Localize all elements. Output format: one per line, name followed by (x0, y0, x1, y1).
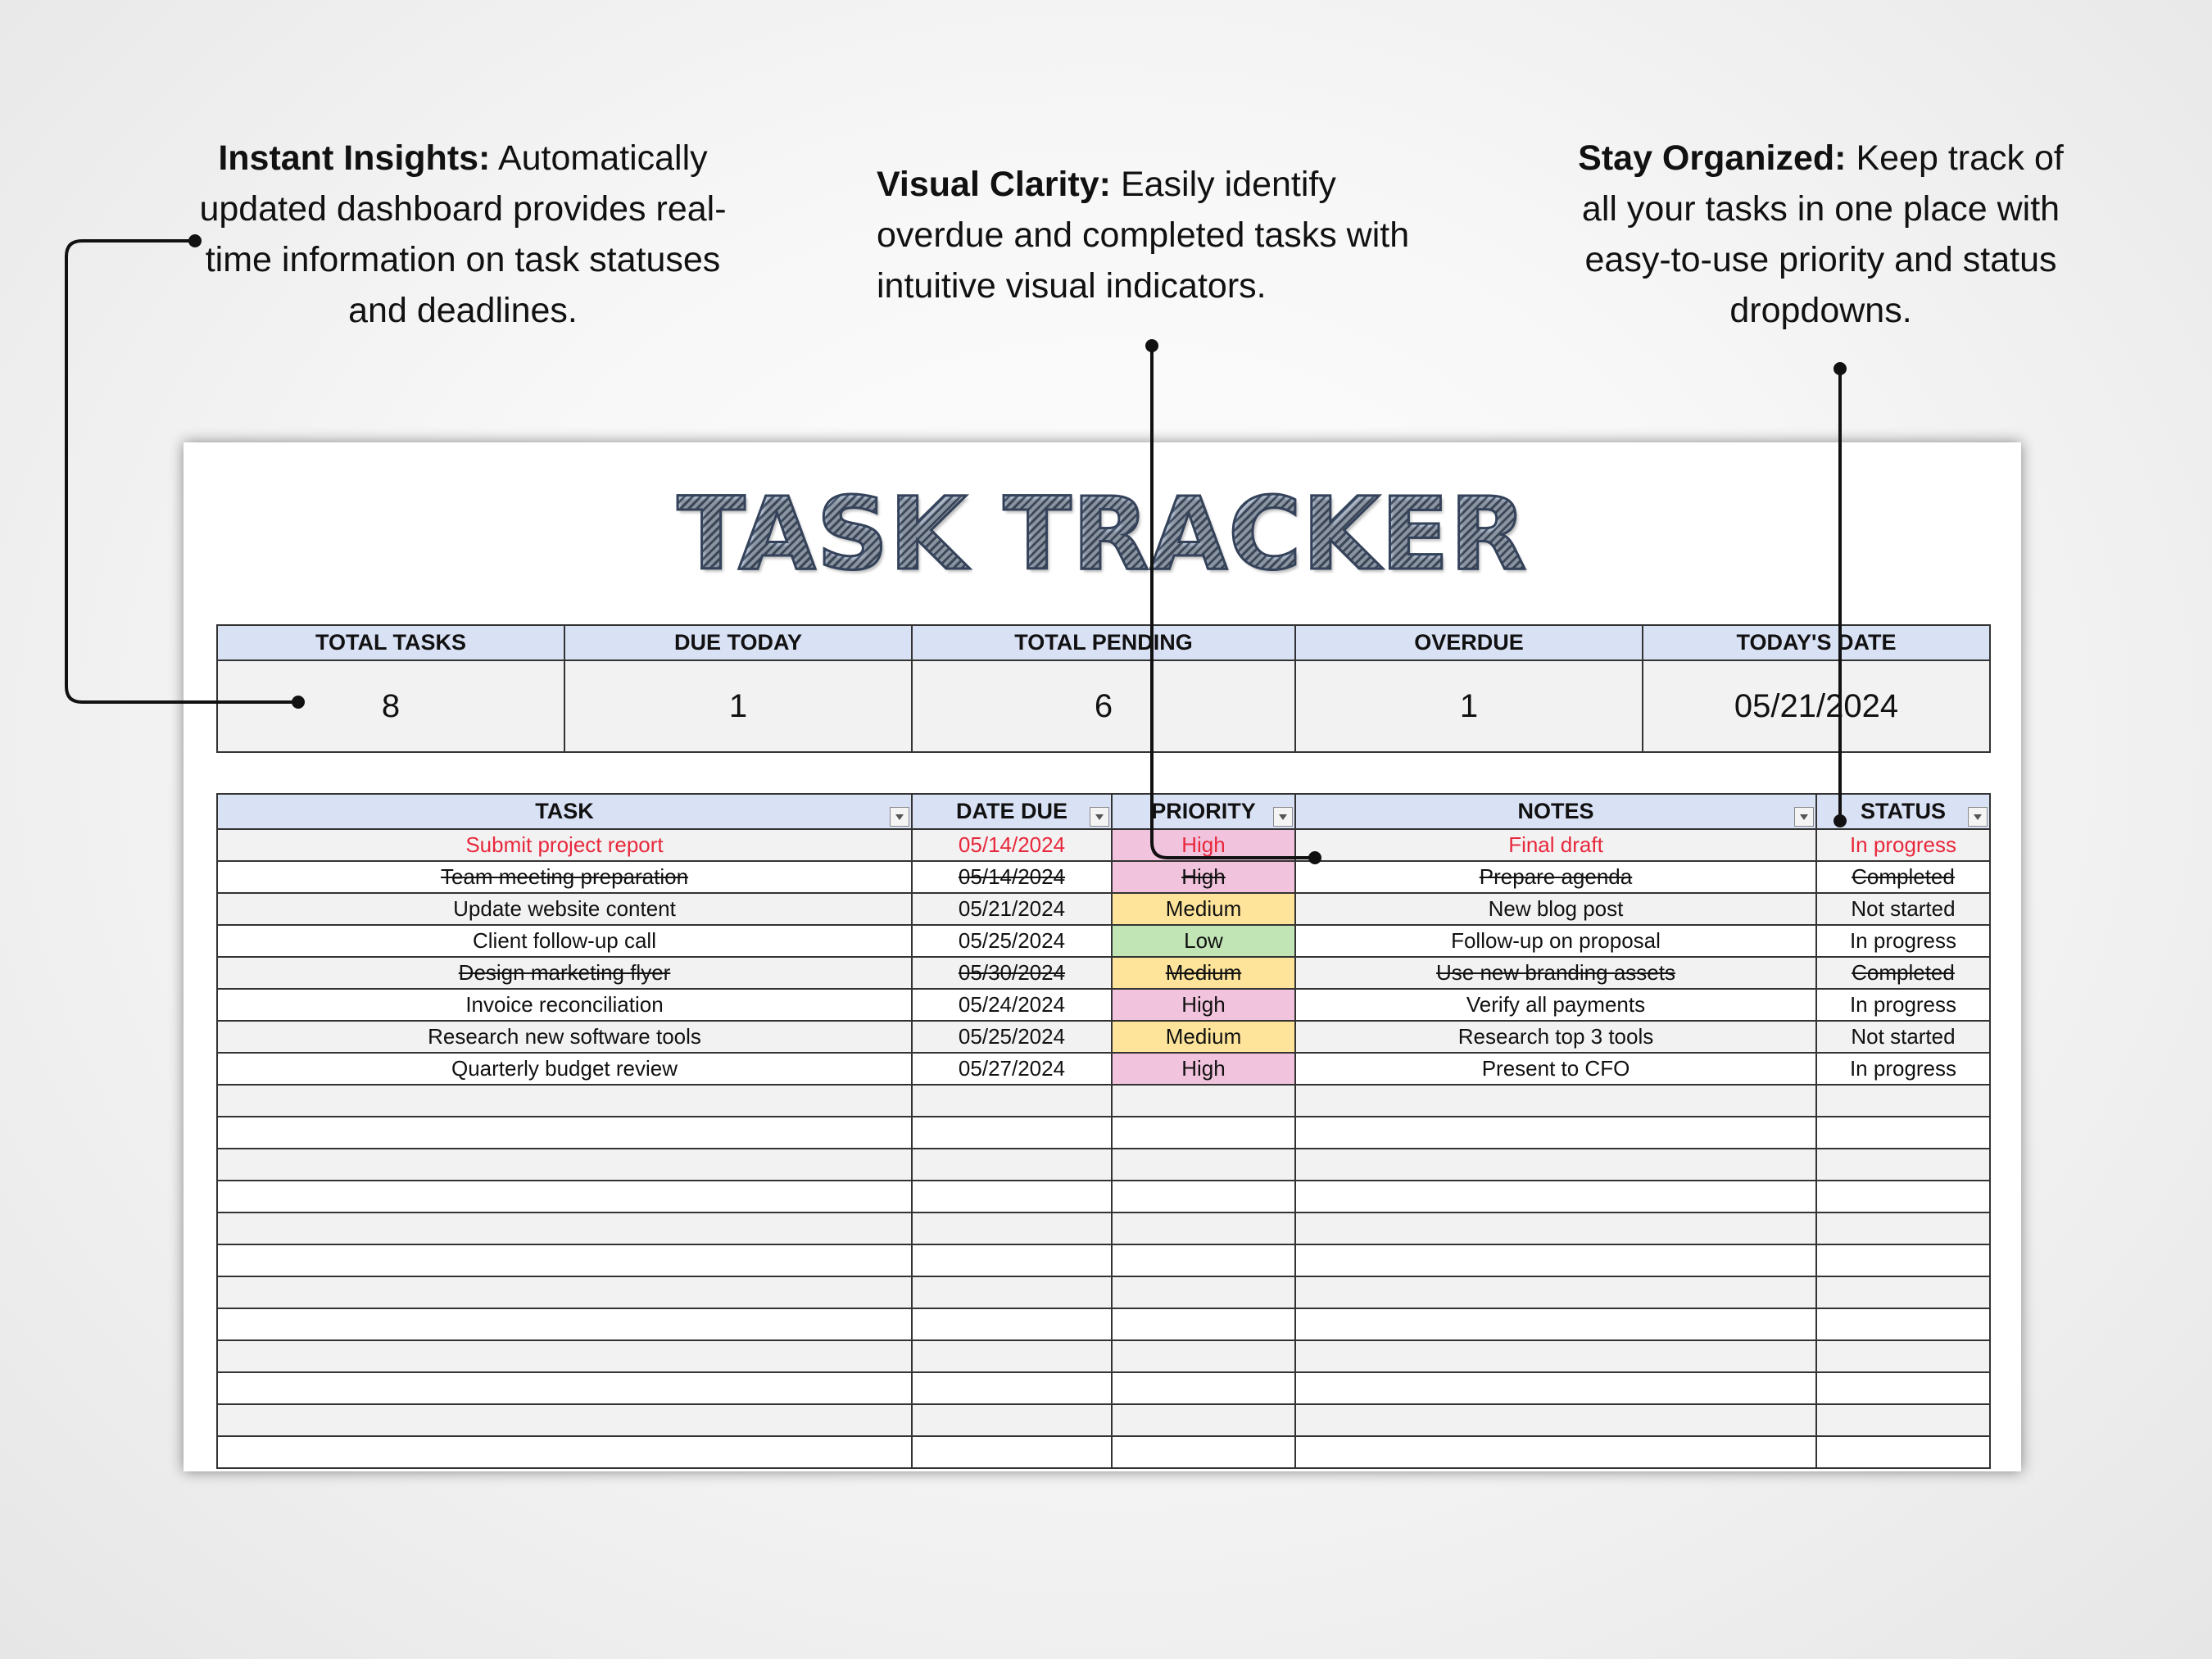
empty-status-cell[interactable] (1816, 1117, 1990, 1149)
callout-stay-organized (1569, 133, 2073, 336)
status-filter-dropdown-icon[interactable] (1968, 807, 1988, 827)
column-header-date-due-label: DATE DUE (955, 799, 1067, 823)
empty-task-cell[interactable] (217, 1340, 912, 1372)
empty-notes-cell[interactable] (1295, 1149, 1816, 1181)
empty-notes-cell[interactable] (1295, 1244, 1816, 1276)
task-table-body (217, 829, 1990, 1468)
status-cell[interactable]: Completed (1816, 861, 1990, 893)
empty-task-cell[interactable] (217, 1308, 912, 1340)
column-header-priority-label: PRIORITY (1151, 799, 1256, 823)
summary-value-total-pending[interactable]: 6 (912, 660, 1295, 752)
priority-filter-dropdown-icon[interactable] (1273, 807, 1293, 827)
empty-task-cell[interactable] (217, 1372, 912, 1404)
date-due-cell[interactable]: 05/25/2024 (912, 1021, 1112, 1053)
empty-priority-cell[interactable] (1112, 1372, 1295, 1404)
empty-status-cell[interactable] (1816, 1308, 1990, 1340)
task-row (217, 957, 1990, 989)
empty-status-cell[interactable] (1816, 1213, 1990, 1244)
empty-date-due-cell[interactable] (912, 1181, 1112, 1213)
column-header-task-label: TASK (535, 799, 594, 823)
priority-cell[interactable]: Medium (1112, 893, 1295, 925)
empty-notes-cell[interactable] (1295, 1085, 1816, 1117)
column-header-notes[interactable] (1295, 794, 1816, 829)
empty-priority-cell[interactable] (1112, 1181, 1295, 1213)
empty-task-cell[interactable] (217, 1149, 912, 1181)
empty-notes-cell[interactable] (1295, 1308, 1816, 1340)
priority-cell[interactable]: High (1112, 829, 1295, 861)
empty-task-cell[interactable] (217, 1436, 912, 1468)
empty-notes-cell[interactable] (1295, 1213, 1816, 1244)
summary-header-total-tasks: TOTAL TASKS (217, 625, 564, 660)
task-cell[interactable]: Client follow-up call (217, 925, 912, 957)
empty-status-cell[interactable] (1816, 1244, 1990, 1276)
priority-cell[interactable]: High (1112, 989, 1295, 1021)
priority-cell[interactable]: High (1112, 861, 1295, 893)
column-header-status-label: STATUS (1861, 799, 1946, 823)
task-cell[interactable]: Team meeting preparation (217, 861, 912, 893)
empty-notes-cell[interactable] (1295, 1436, 1816, 1468)
date-due-cell[interactable]: 05/21/2024 (912, 893, 1112, 925)
callout-clarity-text: Easily identify overdue and completed tasks with intuitive visual indicators. (877, 165, 1410, 306)
empty-task-row (217, 1085, 1990, 1117)
empty-status-cell[interactable] (1816, 1181, 1990, 1213)
empty-task-row (217, 1117, 1990, 1149)
connector-organized-start-dot (1834, 362, 1847, 375)
empty-task-cell[interactable] (217, 1404, 912, 1436)
callout-instant-insights (180, 133, 746, 336)
column-header-priority[interactable] (1112, 794, 1295, 829)
sheet-title: TASK TRACKER (184, 477, 2021, 592)
empty-status-cell[interactable] (1816, 1404, 1990, 1436)
task-cell[interactable]: Submit project report (217, 829, 912, 861)
priority-cell[interactable]: Medium (1112, 957, 1295, 989)
callout-clarity-heading: Visual Clarity: (877, 165, 1111, 204)
task-cell[interactable]: Quarterly budget review (217, 1053, 912, 1085)
summary-header-row (217, 625, 1990, 660)
empty-date-due-cell[interactable] (912, 1213, 1112, 1244)
task-cell[interactable]: Design marketing flyer (217, 957, 912, 989)
empty-task-cell[interactable] (217, 1244, 912, 1276)
empty-priority-cell[interactable] (1112, 1085, 1295, 1117)
empty-date-due-cell[interactable] (912, 1117, 1112, 1149)
status-cell[interactable]: In progress (1816, 925, 1990, 957)
priority-cell[interactable]: High (1112, 1053, 1295, 1085)
column-header-notes-label: NOTES (1517, 799, 1594, 823)
summary-header-overdue: OVERDUE (1295, 625, 1643, 660)
date-due-cell[interactable]: 05/24/2024 (912, 989, 1112, 1021)
notes-cell[interactable]: Research top 3 tools (1295, 1021, 1816, 1053)
task-table (216, 793, 1991, 1469)
column-header-status[interactable] (1816, 794, 1990, 829)
empty-task-row (217, 1340, 1990, 1372)
empty-date-due-cell[interactable] (912, 1372, 1112, 1404)
notes-cell[interactable]: Use new branding assets (1295, 957, 1816, 989)
summary-value-total-tasks[interactable]: 8 (217, 660, 564, 752)
empty-task-row (217, 1149, 1990, 1181)
summary-header-todays-date: TODAY'S DATE (1643, 625, 1990, 660)
empty-date-due-cell[interactable] (912, 1244, 1112, 1276)
notes-cell[interactable]: Verify all payments (1295, 989, 1816, 1021)
empty-priority-cell[interactable] (1112, 1436, 1295, 1468)
empty-status-cell[interactable] (1816, 1340, 1990, 1372)
empty-notes-cell[interactable] (1295, 1181, 1816, 1213)
task-row (217, 1053, 1990, 1085)
empty-status-cell[interactable] (1816, 1149, 1990, 1181)
empty-task-cell[interactable] (217, 1276, 912, 1308)
empty-task-cell[interactable] (217, 1117, 912, 1149)
callout-insights-text: Automatically updated dashboard provides real-time information on task statuses and deadlines. (199, 138, 727, 330)
empty-date-due-cell[interactable] (912, 1436, 1112, 1468)
empty-status-cell[interactable] (1816, 1276, 1990, 1308)
task-filter-dropdown-icon[interactable] (890, 807, 909, 827)
empty-date-due-cell[interactable] (912, 1149, 1112, 1181)
task-row (217, 1021, 1990, 1053)
callout-insights-heading: Instant Insights: (218, 138, 491, 178)
empty-notes-cell[interactable] (1295, 1276, 1816, 1308)
empty-date-due-cell[interactable] (912, 1308, 1112, 1340)
empty-task-row (217, 1308, 1990, 1340)
task-cell[interactable]: Invoice reconciliation (217, 989, 912, 1021)
notes-cell[interactable]: Present to CFO (1295, 1053, 1816, 1085)
empty-task-row (217, 1436, 1990, 1468)
empty-date-due-cell[interactable] (912, 1085, 1112, 1117)
date-due-cell[interactable]: 05/25/2024 (912, 925, 1112, 957)
empty-task-cell[interactable] (217, 1085, 912, 1117)
task-row (217, 989, 1990, 1021)
task-row (217, 893, 1990, 925)
status-cell[interactable]: Completed (1816, 957, 1990, 989)
task-row (217, 925, 1990, 957)
empty-date-due-cell[interactable] (912, 1404, 1112, 1436)
empty-priority-cell[interactable] (1112, 1213, 1295, 1244)
column-header-date-due[interactable] (912, 794, 1112, 829)
empty-task-row (217, 1404, 1990, 1436)
status-cell[interactable]: In progress (1816, 989, 1990, 1021)
date-due-cell[interactable]: 05/14/2024 (912, 861, 1112, 893)
date-due-filter-dropdown-icon[interactable] (1090, 807, 1109, 827)
summary-value-overdue[interactable]: 1 (1295, 660, 1643, 752)
connector-clarity-start-dot (1145, 339, 1158, 352)
callout-organized-heading: Stay Organized: (1578, 138, 1847, 178)
notes-cell[interactable]: New blog post (1295, 893, 1816, 925)
empty-notes-cell[interactable] (1295, 1117, 1816, 1149)
callout-organized-text: Keep track of all your tasks in one place with easy-to-use priority and status dropdowns. (1581, 138, 2064, 330)
task-cell[interactable]: Update website content (217, 893, 912, 925)
task-cell[interactable]: Research new software tools (217, 1021, 912, 1053)
status-cell[interactable]: In progress (1816, 829, 1990, 861)
empty-priority-cell[interactable] (1112, 1244, 1295, 1276)
empty-status-cell[interactable] (1816, 1085, 1990, 1117)
priority-cell[interactable]: Medium (1112, 1021, 1295, 1053)
date-due-cell[interactable]: 05/14/2024 (912, 829, 1112, 861)
empty-priority-cell[interactable] (1112, 1340, 1295, 1372)
empty-task-cell[interactable] (217, 1181, 912, 1213)
summary-value-row (217, 660, 1990, 752)
empty-task-row (217, 1181, 1990, 1213)
notes-cell[interactable]: Follow-up on proposal (1295, 925, 1816, 957)
priority-cell[interactable]: Low (1112, 925, 1295, 957)
callout-visual-clarity (877, 159, 1421, 311)
notes-cell[interactable]: Prepare agenda (1295, 861, 1816, 893)
empty-task-row (217, 1276, 1990, 1308)
summary-header-total-pending: TOTAL PENDING (912, 625, 1295, 660)
summary-value-due-today[interactable]: 1 (564, 660, 912, 752)
status-cell[interactable]: Not started (1816, 893, 1990, 925)
empty-status-cell[interactable] (1816, 1372, 1990, 1404)
empty-priority-cell[interactable] (1112, 1276, 1295, 1308)
notes-cell[interactable]: Final draft (1295, 829, 1816, 861)
task-row (217, 829, 1990, 861)
task-table-header-row (217, 794, 1990, 829)
summary-header-due-today: DUE TODAY (564, 625, 912, 660)
empty-status-cell[interactable] (1816, 1436, 1990, 1468)
date-due-cell[interactable]: 05/30/2024 (912, 957, 1112, 989)
empty-priority-cell[interactable] (1112, 1308, 1295, 1340)
empty-priority-cell[interactable] (1112, 1117, 1295, 1149)
empty-task-row (217, 1244, 1990, 1276)
notes-filter-dropdown-icon[interactable] (1794, 807, 1814, 827)
empty-date-due-cell[interactable] (912, 1340, 1112, 1372)
empty-date-due-cell[interactable] (912, 1276, 1112, 1308)
status-cell[interactable]: In progress (1816, 1053, 1990, 1085)
column-header-task[interactable] (217, 794, 912, 829)
empty-notes-cell[interactable] (1295, 1340, 1816, 1372)
task-tracker-sheet (184, 442, 2021, 1471)
summary-dashboard (216, 624, 1991, 753)
empty-task-row (217, 1213, 1990, 1244)
empty-notes-cell[interactable] (1295, 1372, 1816, 1404)
summary-value-todays-date[interactable]: 05/21/2024 (1643, 660, 1990, 752)
status-cell[interactable]: Not started (1816, 1021, 1990, 1053)
empty-task-cell[interactable] (217, 1213, 912, 1244)
empty-priority-cell[interactable] (1112, 1149, 1295, 1181)
empty-notes-cell[interactable] (1295, 1404, 1816, 1436)
empty-task-row (217, 1372, 1990, 1404)
date-due-cell[interactable]: 05/27/2024 (912, 1053, 1112, 1085)
empty-priority-cell[interactable] (1112, 1404, 1295, 1436)
task-row (217, 861, 1990, 893)
